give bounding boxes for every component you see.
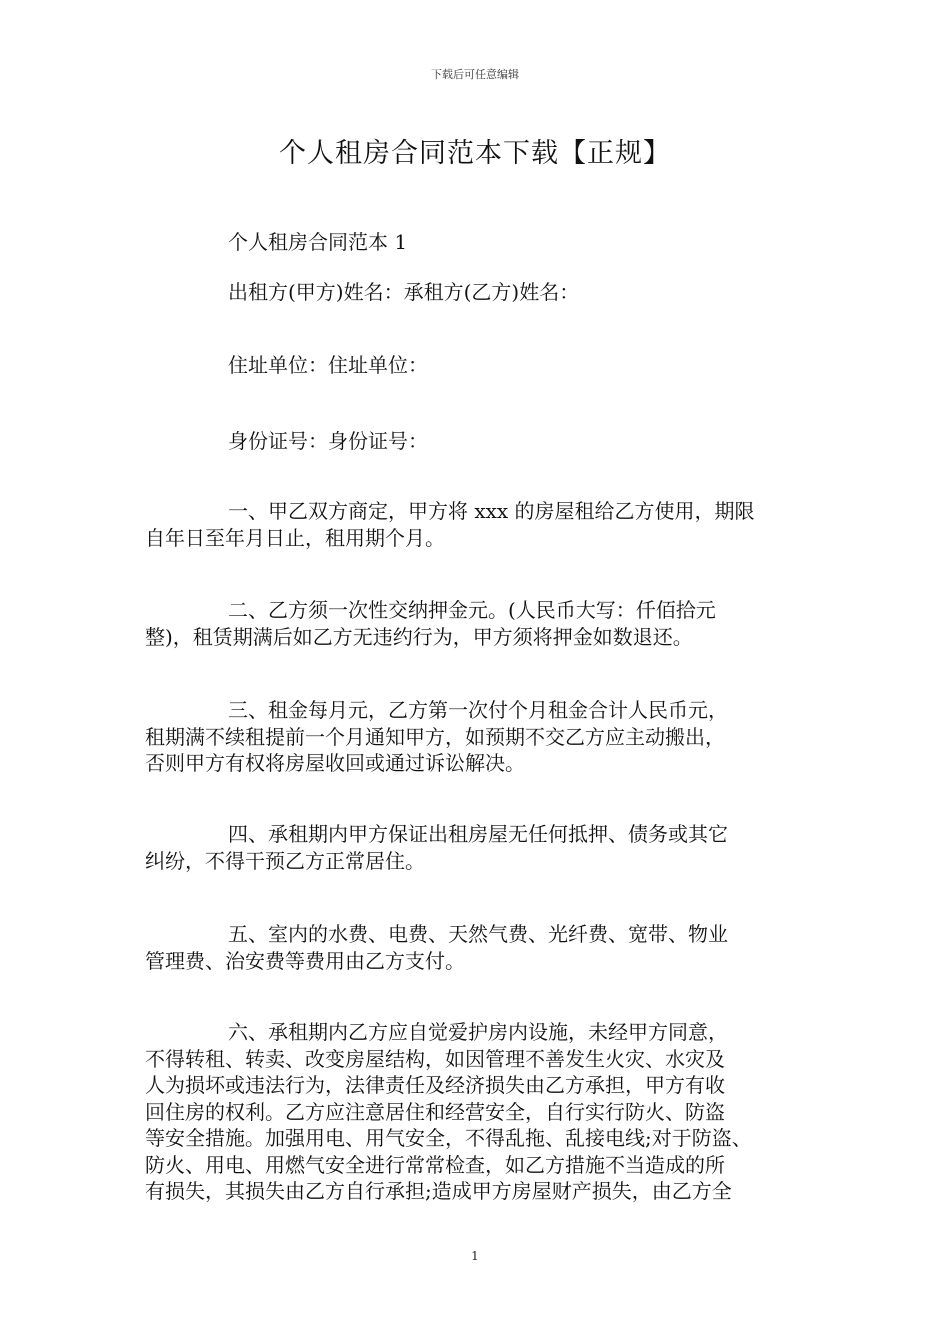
clause-line: 一、甲乙双方商定，甲方将 xxx 的房屋租给乙方使用，期限 (228, 499, 755, 523)
clause-line: 二、乙方须一次性交纳押金元。(人民币大写：仟佰拾元 (228, 598, 716, 622)
id-number-field: 身份证号：身份证号： (228, 429, 428, 453)
clause-line: 回住房的权利。乙方应注意居住和经营安全，自行实行防火、防盗 (145, 1099, 725, 1124)
clause-line: 纠纷，不得干预乙方正常居住。 (145, 848, 425, 873)
clause-line: 等安全措施。加强用电、用气安全，不得乱拖、乱接电线;对于防盗、 (145, 1126, 752, 1150)
clause-5 (145, 921, 820, 974)
clause-line: 自年日至年月日止，租用期个月。 (145, 525, 445, 550)
header-note: 下载后可任意编辑 (431, 68, 519, 81)
clause-line: 防火、用电、用燃气安全进行常常检查，如乙方措施不当造成的所 (145, 1152, 725, 1177)
clause-line: 三、租金每月元，乙方第一次付个月租金合计人民币元， (228, 698, 728, 722)
contract-subtitle: 个人租房合同范本 1 (228, 230, 408, 254)
clause-6 (145, 1019, 820, 1205)
clause-1 (145, 498, 820, 551)
clause-line: 不得转租、转卖、改变房屋结构，如因管理不善发生火灾、水灾及 (145, 1046, 725, 1071)
clause-line: 租期满不续租提前一个月通知甲方，如预期不交乙方应主动搬出， (145, 724, 725, 749)
clause-line: 四、承租期内甲方保证出租房屋无任何抵押、债务或其它 (228, 822, 728, 846)
clause-line: 管理费、治安费等费用由乙方支付。 (145, 948, 465, 973)
parties-field: 出租方(甲方)姓名：承租方(乙方)姓名： (228, 280, 580, 304)
clause-line: 否则甲方有权将房屋收回或通过诉讼解决。 (145, 751, 525, 775)
clause-line: 五、室内的水费、电费、天然气费、光纤费、宽带、物业 (228, 922, 728, 946)
clause-line: 六、承租期内乙方应自觉爱护房内设施，未经甲方同意， (228, 1020, 728, 1044)
clause-4 (145, 821, 820, 874)
document-title: 个人租房合同范本下载【正规】 (279, 138, 671, 169)
clause-3 (145, 697, 820, 777)
clause-line: 人为损坏或违法行为，法律责任及经济损失由乙方承担，甲方有收 (145, 1073, 725, 1097)
clause-line: 有损失，其损失由乙方自行承担;造成甲方房屋财产损失，由乙方全 (145, 1179, 732, 1203)
page-number: 1 (471, 1249, 479, 1263)
clause-2 (145, 597, 820, 650)
clause-line: 整)，租赁期满后如乙方无违约行为，甲方须将押金如数退还。 (145, 624, 693, 649)
address-field: 住址单位：住址单位： (228, 353, 428, 377)
